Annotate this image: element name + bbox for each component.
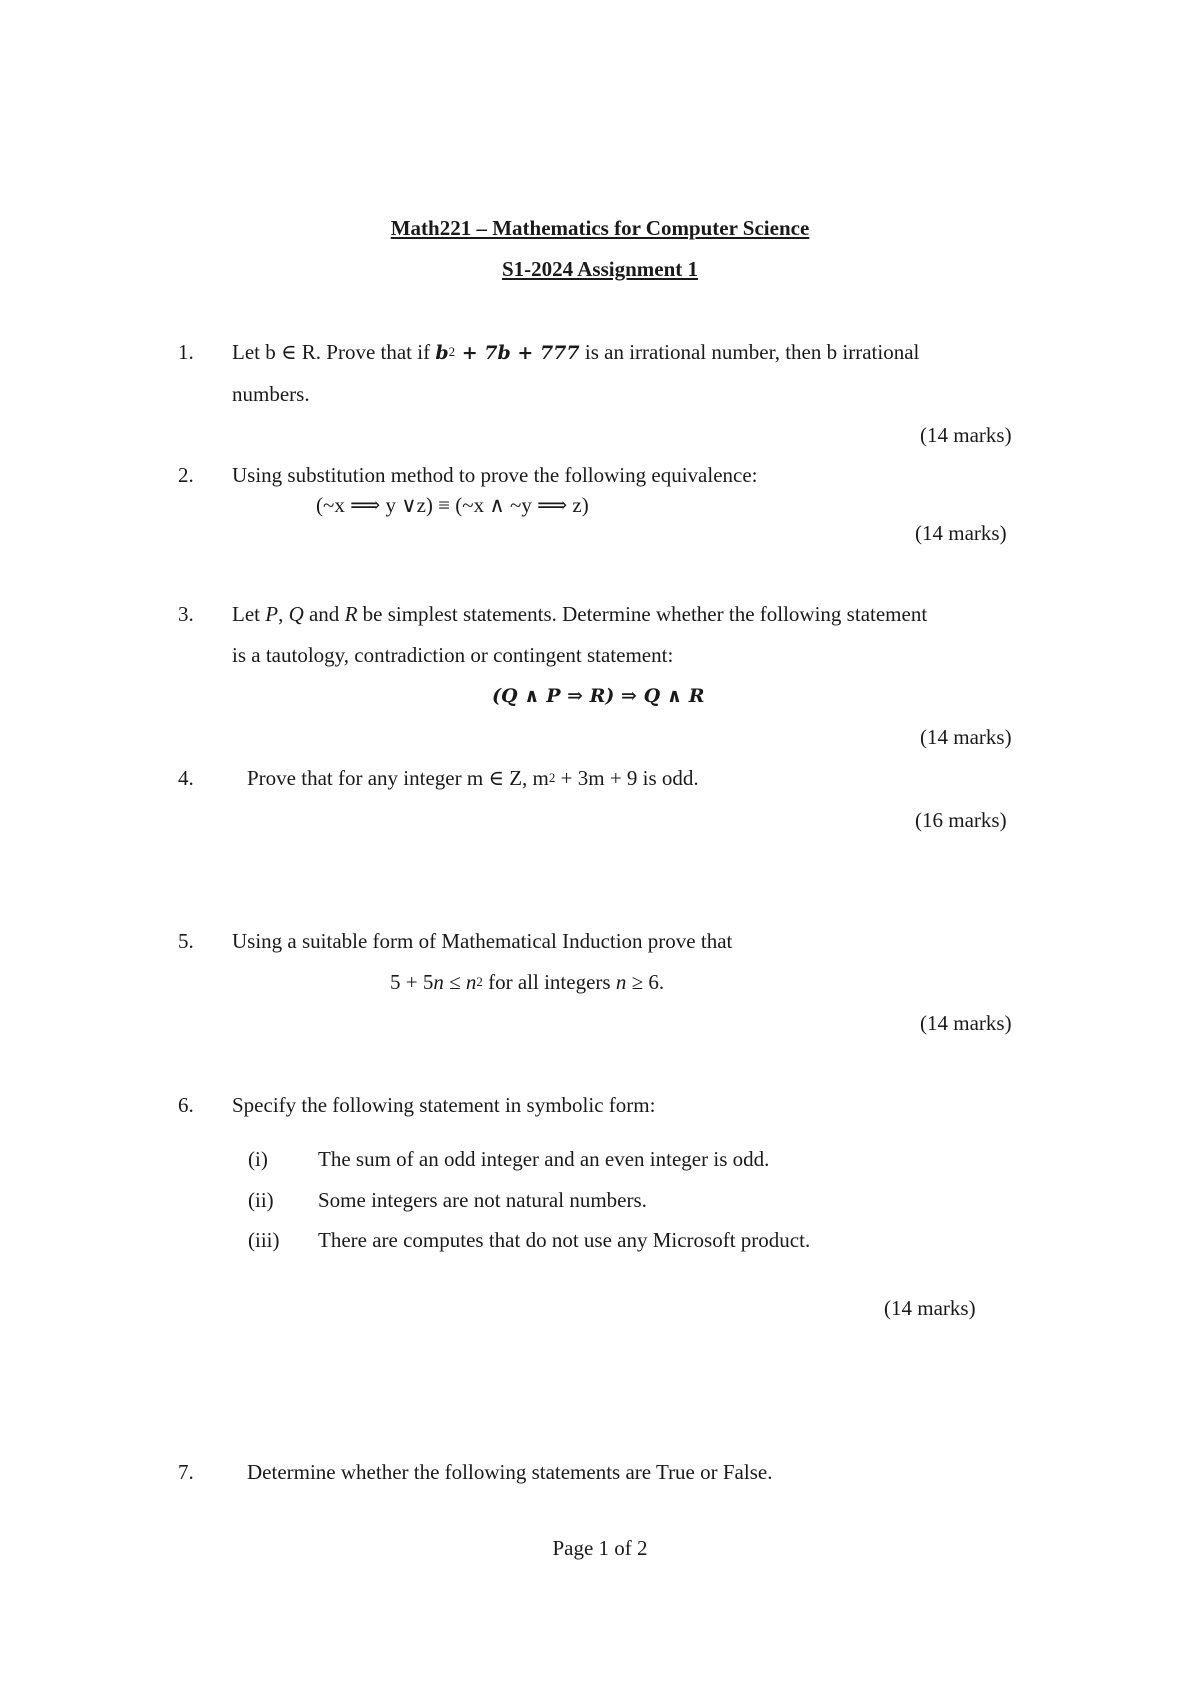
question-text: Let P, Q and R be simplest statements. Determine whether the following statement <box>232 602 928 626</box>
course-title: Math221 – Mathematics for Computer Science <box>390 216 810 240</box>
math-expression: + 7b + 777 <box>455 342 580 364</box>
marks-label: (14 marks) <box>920 725 1012 749</box>
question-number: 6. <box>178 1093 194 1117</box>
marks-label: (14 marks) <box>915 521 1007 545</box>
question-number: 3. <box>178 602 194 626</box>
formula: (~x ⟹ y ∨z) ≡ (~x ∧ ~y ⟹ z) <box>316 493 589 517</box>
formula: $5 + 5n \le n^2$ for all integers n ≥ 6. <box>390 970 665 994</box>
question-text-line-2: is a tautology, contradiction or contingent statement: <box>232 643 674 667</box>
question-text: Specify the following statement in symbolic form: <box>232 1093 656 1117</box>
question-text: Prove that for any integer m ∈ Z, $m^2 + 3m + 9$ is odd. <box>247 766 699 790</box>
question-number: 5. <box>178 929 194 953</box>
question-number: 2. <box>178 463 194 487</box>
sub-item-text: There are computes that do not use any Microsoft product. <box>318 1228 811 1252</box>
formula: (Q ∧ P ⇒ R) ⇒ Q ∧ R <box>492 685 705 707</box>
question-text: Determine whether the following statements are True or False. <box>247 1460 773 1484</box>
question-number: 4. <box>178 766 194 790</box>
sub-item-label: (i) <box>248 1147 268 1171</box>
question-text: Using substitution method to prove the following equivalence: <box>232 463 758 487</box>
sub-item-label: (iii) <box>248 1228 280 1252</box>
page-number: Page 1 of 2 <box>552 1536 648 1560</box>
marks-label: (14 marks) <box>884 1296 976 1320</box>
marks-label: (14 marks) <box>920 423 1012 447</box>
assignment-title: S1-2024 Assignment 1 <box>501 257 699 281</box>
question-number: 7. <box>178 1460 194 1484</box>
question-number: 1. <box>178 340 194 364</box>
question-text: Using a suitable form of Mathematical Induction prove that <box>232 929 733 953</box>
sub-item-text: Some integers are not natural numbers. <box>318 1188 647 1212</box>
question-text-line-2: numbers. <box>232 382 310 406</box>
question-text: Let b ∈ R. Prove that if $b^2 + 7b + 777$ is an irrational number, then b irrational <box>232 340 920 364</box>
marks-label: (16 marks) <box>915 808 1007 832</box>
sub-item-text: The sum of an odd integer and an even integer is odd. <box>318 1147 770 1171</box>
marks-label: (14 marks) <box>920 1011 1012 1035</box>
sub-item-label: (ii) <box>248 1188 274 1212</box>
